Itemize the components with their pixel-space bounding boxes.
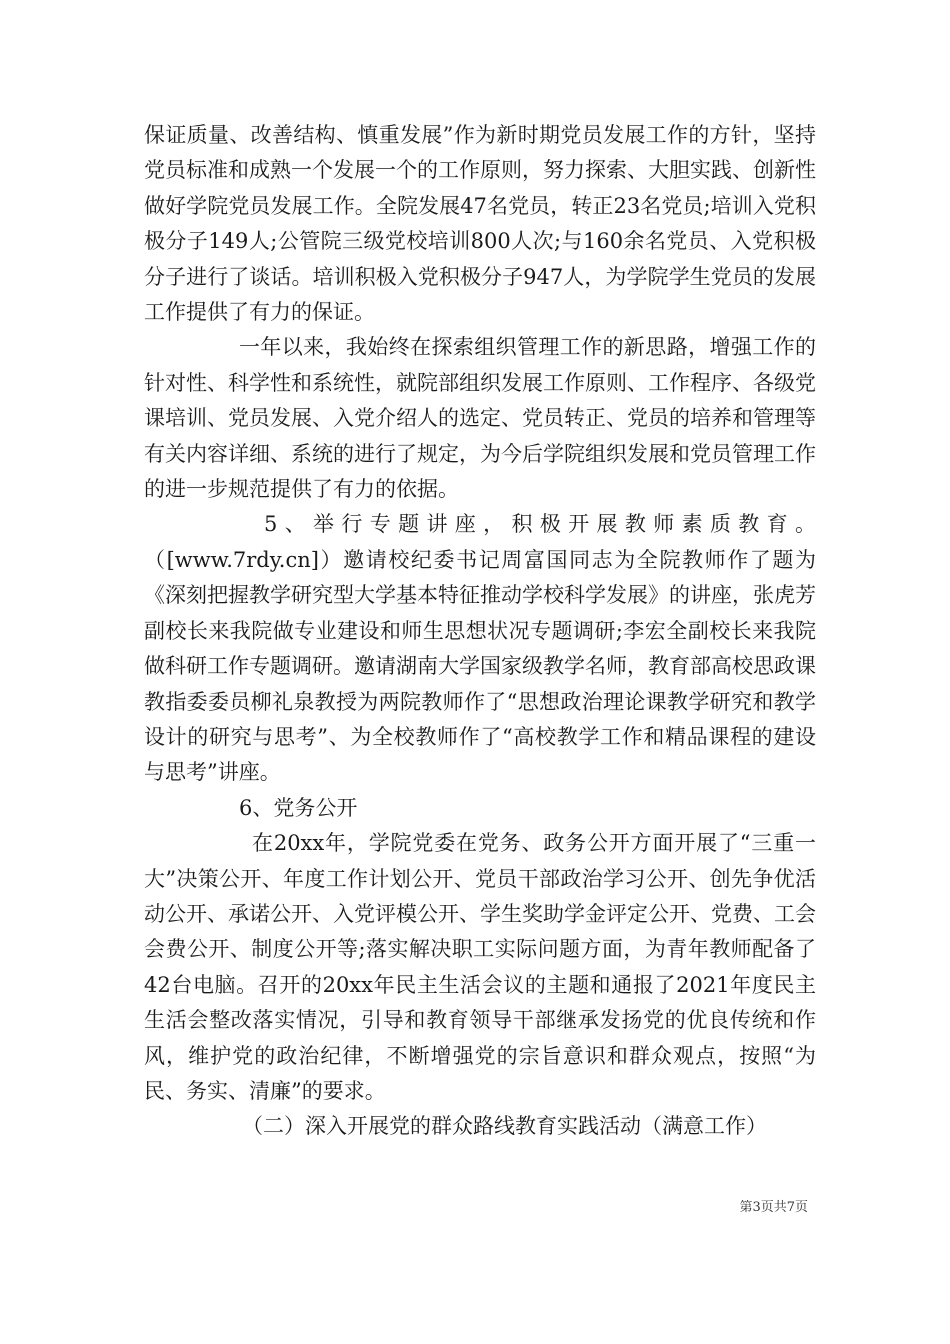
document-body — [144, 118, 816, 1145]
section-heading-mass-line-education: （二）深入开展党的群众路线教育实践活动（满意工作） — [242, 1114, 767, 1139]
page-number: 第3页共7页 — [739, 1200, 808, 1215]
paragraph-special-lectures: 5、举行专题讲座，积极开展教师素质教育。（[www.7rdy.cn]）邀请校纪委书记周富国同志为全院教师作了题为《深刻把握教学研究型大学基本特征推动学校科学发展》的讲座，张虎芳副校长来我院做专业建设和师生思想状况专题调研;李宏全副校长来我院做科研工作专题调研。邀请湖南大学国家级教学名师，教育部高校思政课教指委委员柳礼泉教授为两院教师作了“思想政治理论课教学研究和教学设计的研究与思考”、为全校教师作了“高校教学工作和精品课程的建设与思考”讲座。 — [144, 512, 816, 785]
paragraph-party-member-development: 保证质量、改善结构、慎重发展”作为新时期党员发展工作的方针，坚持党员标准和成熟一个发展一个的工作原则，努力探索、大胆实践、创新性做好学院党员发展工作。全院发展47名党员，转正23名党员;培训入党积极分子149人;公管院三级党校培训800人次;与160余名党员、入党积极分子进行了谈话。培训积极入党积极分子947人，为学院学生党员的发展工作提供了有力的保证。 — [144, 123, 816, 325]
section-heading-party-affairs-disclosure: 6、党务公开 — [239, 795, 358, 820]
paragraph-organization-management: 一年以来，我始终在探索组织管理工作的新思路，增强工作的针对性、科学性和系统性，就院部组织发展工作原则、工作程序、各级党课培训、党员发展、入党介绍人的选定、党员转正、党员的培养和管理等有关内容详细、系统的进行了规定，为今后学院组织发展和党员管理工作的进一步规范提供了有力的依据。 — [144, 335, 816, 502]
paragraph-party-affairs-disclosure: 在20xx年，学院党委在党务、政务公开方面开展了“三重一大”决策公开、年度工作计划公开、党员干部政治学习公开、创先争优活动公开、承诺公开、入党评模公开、学生奖助学金评定公开、党费、工会会费公开、制度公开等;落实解决职工实际问题方面，为青年教师配备了42台电脑。召开的20xx年民主生活会议的主题和通报了2021年度民主生活会整改落实情况，引导和教育领导干部继承发扬党的优良传统和作风，维护党的政治纪律，不断增强党的宗旨意识和群众观点，按照“为民、务实、清廉”的要求。 — [144, 831, 816, 1103]
